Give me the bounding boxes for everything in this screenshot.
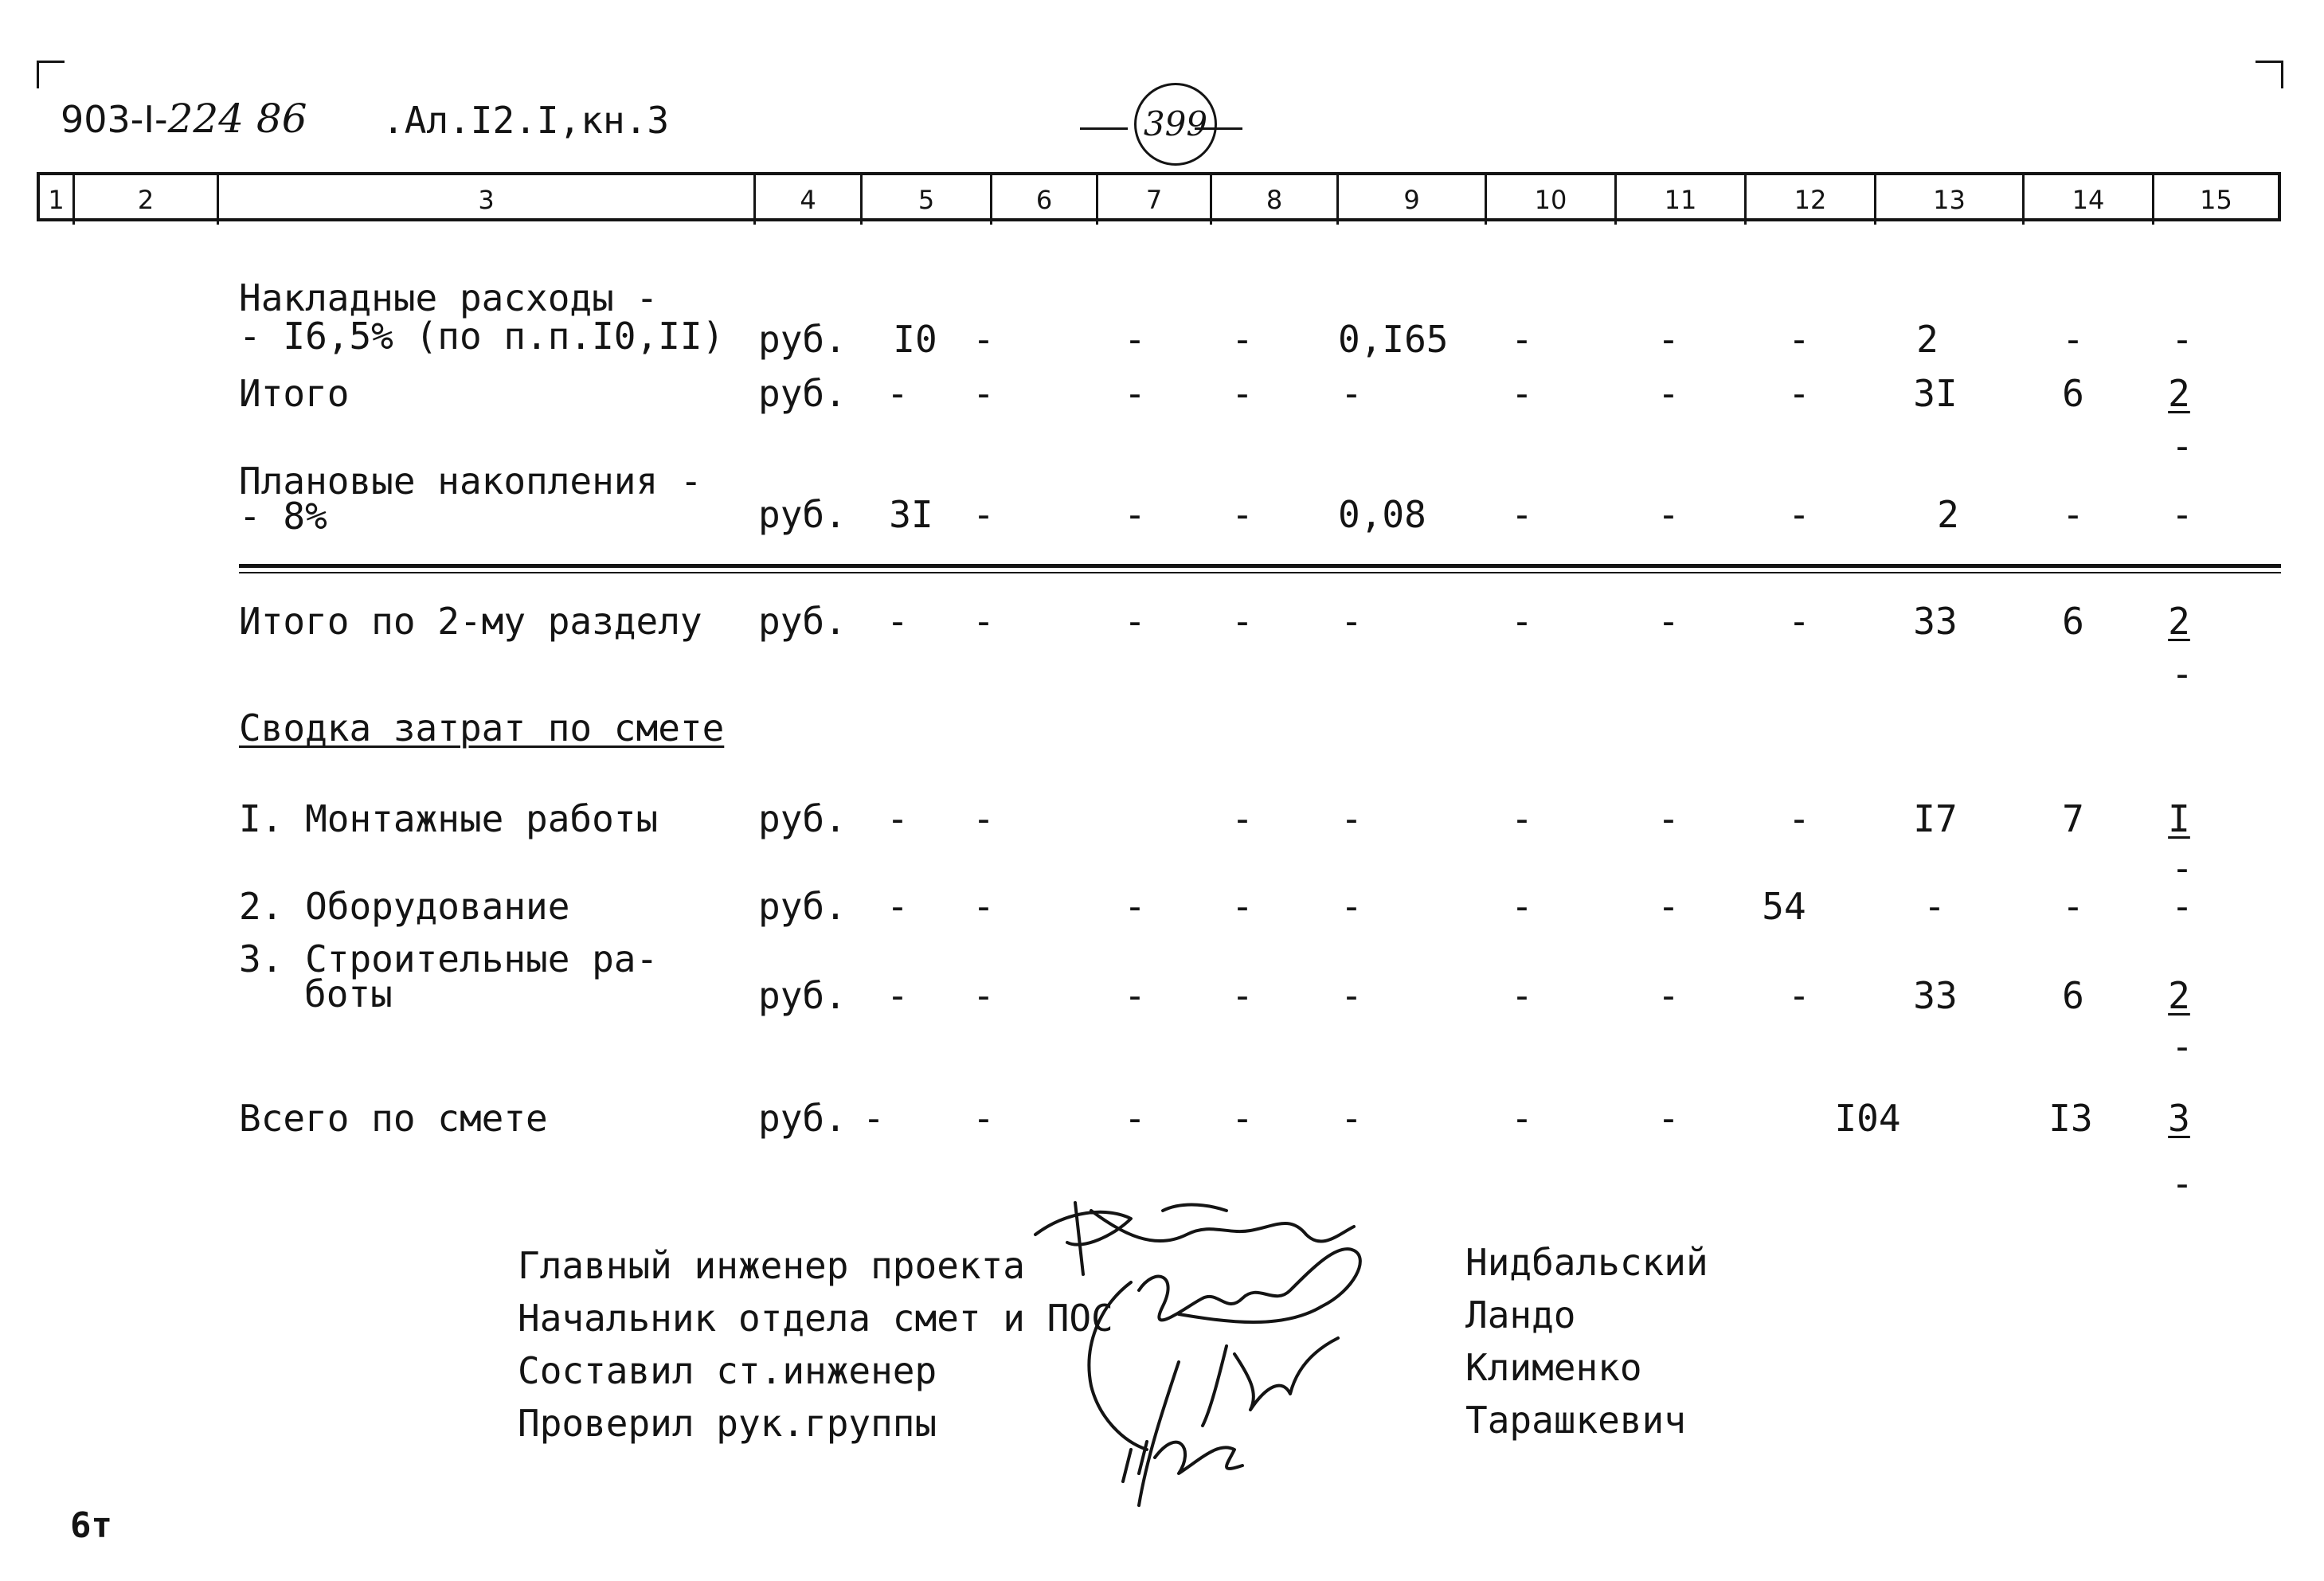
row-section-total-col5: - bbox=[886, 600, 909, 643]
row-section-total-col9: - bbox=[1340, 600, 1363, 643]
summary-install-col13: I7 bbox=[1913, 797, 1958, 840]
summary-install-col10: - bbox=[1511, 797, 1533, 840]
row-overhead-unit: руб. bbox=[758, 318, 847, 361]
handwritten-signatures bbox=[1019, 1187, 1465, 1521]
column-number-10: 10 bbox=[1534, 185, 1567, 215]
row-subtotal-label: Итого bbox=[239, 372, 350, 415]
row-overhead-col14: - bbox=[2062, 318, 2084, 361]
row-planned-col14: - bbox=[2062, 493, 2084, 536]
summary-construction-label-1: 3. Строительные ра- bbox=[239, 937, 659, 980]
summary-equipment-col7: - bbox=[1124, 885, 1146, 928]
column-header-strip bbox=[37, 172, 2281, 221]
summary-title: Сводка затрат по смете bbox=[239, 706, 725, 749]
summary-equipment-label: 2. Оборудование bbox=[239, 885, 570, 928]
row-planned-col10: - bbox=[1511, 493, 1533, 536]
row-overhead-col5: I0 bbox=[893, 318, 937, 361]
row-subtotal-col11: - bbox=[1657, 372, 1680, 415]
row-subtotal-col8: - bbox=[1231, 372, 1254, 415]
row-overhead-col9: 0,I65 bbox=[1338, 318, 1449, 361]
page-number: 399 bbox=[1134, 83, 1217, 166]
signature-role-3: Составил ст.инженер bbox=[518, 1349, 937, 1392]
document-code bbox=[61, 96, 307, 142]
row-section-total-col11: - bbox=[1657, 600, 1680, 643]
summary-equipment-col15: - bbox=[2171, 885, 2193, 928]
summary-grand-total-col9: - bbox=[1340, 1097, 1363, 1140]
row-section-total-col15: 2 bbox=[2168, 600, 2190, 643]
corner-mark-top-left bbox=[37, 61, 65, 88]
row-planned-col5: 3I bbox=[889, 493, 933, 536]
summary-equipment-col10: - bbox=[1511, 885, 1533, 928]
row-subtotal-col12: - bbox=[1788, 372, 1810, 415]
summary-grand-total-col10: - bbox=[1511, 1097, 1533, 1140]
row-planned-col8: - bbox=[1231, 493, 1254, 536]
column-number-15: 15 bbox=[2200, 185, 2232, 215]
column-number-14: 14 bbox=[2072, 185, 2105, 215]
row-section-total-col6: - bbox=[972, 600, 995, 643]
row-overhead-col10: - bbox=[1511, 318, 1533, 361]
column-number-2: 2 bbox=[137, 185, 155, 215]
column-number-11: 11 bbox=[1664, 185, 1697, 215]
summary-install-unit: руб. bbox=[758, 797, 847, 840]
summary-construction-col8: - bbox=[1231, 974, 1254, 1017]
footer-mark: 6т bbox=[70, 1505, 112, 1546]
row-section-total-col8: - bbox=[1231, 600, 1254, 643]
summary-equipment-col11: - bbox=[1657, 885, 1680, 928]
signature-role-2: Начальник отдела смет и ПОС bbox=[518, 1297, 1113, 1340]
summary-grand-total-col12-13: I04 bbox=[1834, 1097, 1901, 1140]
album-reference: .Ал.I2.I,кн.3 bbox=[382, 99, 670, 142]
summary-grand-total-col6: - bbox=[972, 1097, 995, 1140]
row-overhead-col7: - bbox=[1124, 318, 1146, 361]
row-planned-label-2: - 8% bbox=[239, 495, 327, 538]
row-section-total-col15-extra: - bbox=[2171, 652, 2193, 695]
row-subtotal-col9: - bbox=[1340, 372, 1363, 415]
column-number-1: 1 bbox=[48, 185, 65, 215]
summary-equipment-col9: - bbox=[1340, 885, 1363, 928]
signature-name-2: Ландо bbox=[1465, 1293, 1576, 1336]
summary-install-col15-extra: - bbox=[2171, 847, 2193, 890]
summary-install-col12: - bbox=[1788, 797, 1810, 840]
summary-grand-total-unit: руб. bbox=[758, 1097, 847, 1140]
summary-equipment-col8: - bbox=[1231, 885, 1254, 928]
page-number-dash-left bbox=[1080, 127, 1128, 130]
summary-equipment-col13: - bbox=[1923, 885, 1946, 928]
row-subtotal-col6: - bbox=[972, 372, 995, 415]
summary-grand-total-label: Всего по смете bbox=[239, 1097, 548, 1140]
row-planned-label-1: Плановые накопления - bbox=[239, 460, 702, 503]
signature-stroke-1 bbox=[1035, 1203, 1354, 1274]
summary-equipment-unit: руб. bbox=[758, 885, 847, 928]
summary-construction-col12: - bbox=[1788, 974, 1810, 1017]
row-planned-col7: - bbox=[1124, 493, 1146, 536]
column-number-3: 3 bbox=[478, 185, 495, 215]
section-rule-thick bbox=[239, 564, 2281, 568]
summary-construction-label-2: боты bbox=[304, 972, 393, 1016]
summary-construction-col11: - bbox=[1657, 974, 1680, 1017]
signature-stroke-2 bbox=[1139, 1249, 1360, 1322]
summary-equipment-col12: 54 bbox=[1762, 885, 1806, 928]
summary-install-col11: - bbox=[1657, 797, 1680, 840]
summary-equipment-col14: - bbox=[2062, 885, 2084, 928]
corner-mark-top-right bbox=[2256, 61, 2283, 88]
signature-role-4: Проверил рук.группы bbox=[518, 1402, 937, 1445]
row-subtotal-col7: - bbox=[1124, 372, 1146, 415]
signature-stroke-4 bbox=[1123, 1362, 1242, 1505]
summary-grand-total-col8: - bbox=[1231, 1097, 1254, 1140]
document-code-printed: 903-I- bbox=[61, 98, 168, 141]
signature-name-1: Нидбальский bbox=[1465, 1241, 1708, 1284]
summary-construction-col13: 33 bbox=[1913, 974, 1958, 1017]
row-planned-unit: руб. bbox=[758, 493, 847, 536]
column-number-7: 7 bbox=[1145, 185, 1163, 215]
signature-names bbox=[1465, 1236, 1708, 1446]
row-subtotal-col13: 3I bbox=[1913, 372, 1958, 415]
column-number-8: 8 bbox=[1266, 185, 1283, 215]
row-planned-col11: - bbox=[1657, 493, 1680, 536]
column-number-9: 9 bbox=[1403, 185, 1420, 215]
signature-stroke-2b bbox=[1089, 1282, 1147, 1450]
row-section-total-col13: 33 bbox=[1913, 600, 1958, 643]
summary-construction-unit: руб. bbox=[758, 974, 847, 1017]
document-code-handwritten: 224 86 bbox=[167, 96, 307, 142]
summary-grand-total-col14: I3 bbox=[2048, 1097, 2093, 1140]
summary-install-col5: - bbox=[886, 797, 909, 840]
row-overhead-label-2: - I6,5% (по п.п.I0,II) bbox=[239, 315, 725, 358]
row-subtotal-col15: 2 bbox=[2168, 372, 2190, 415]
signature-name-3: Клименко bbox=[1465, 1346, 1642, 1389]
column-number-13: 13 bbox=[1933, 185, 1966, 215]
summary-construction-col15: 2 bbox=[2168, 974, 2190, 1017]
signature-stroke-3 bbox=[1203, 1338, 1338, 1426]
summary-equipment-col5: - bbox=[886, 885, 909, 928]
row-section-total-col12: - bbox=[1788, 600, 1810, 643]
summary-equipment-col6: - bbox=[972, 885, 995, 928]
summary-construction-col14: 6 bbox=[2062, 974, 2084, 1017]
row-overhead-col6: - bbox=[972, 318, 995, 361]
column-number-5: 5 bbox=[917, 185, 935, 215]
summary-construction-col9: - bbox=[1340, 974, 1363, 1017]
row-overhead-col8: - bbox=[1231, 318, 1254, 361]
summary-install-col14: 7 bbox=[2062, 797, 2084, 840]
row-planned-col9: 0,08 bbox=[1338, 493, 1426, 536]
summary-grand-total-col11: - bbox=[1657, 1097, 1680, 1140]
column-number-12: 12 bbox=[1794, 185, 1827, 215]
summary-construction-col5: - bbox=[886, 974, 909, 1017]
row-subtotal-col5: - bbox=[886, 372, 909, 415]
row-section-total-unit: руб. bbox=[758, 600, 847, 643]
row-subtotal-col10: - bbox=[1511, 372, 1533, 415]
row-section-total-col14: 6 bbox=[2062, 600, 2084, 643]
row-overhead-label-1: Накладные расходы - bbox=[239, 276, 659, 319]
summary-install-col6: - bbox=[972, 797, 995, 840]
row-overhead-col11: - bbox=[1657, 318, 1680, 361]
summary-grand-total-col15-extra: - bbox=[2171, 1162, 2193, 1205]
row-subtotal-col15-extra: - bbox=[2171, 425, 2193, 468]
row-planned-col13: 2 bbox=[1937, 493, 1959, 536]
row-planned-col6: - bbox=[972, 493, 995, 536]
signature-name-4: Тарашкевич bbox=[1465, 1399, 1686, 1442]
summary-grand-total-col7: - bbox=[1124, 1097, 1146, 1140]
summary-construction-col15-extra: - bbox=[2171, 1025, 2193, 1068]
row-overhead-col12: - bbox=[1788, 318, 1810, 361]
row-subtotal-col14: 6 bbox=[2062, 372, 2084, 415]
summary-construction-col6: - bbox=[972, 974, 995, 1017]
summary-install-label: I. Монтажные работы bbox=[239, 797, 659, 840]
summary-install-col8: - bbox=[1231, 797, 1254, 840]
row-overhead-col13: 2 bbox=[1916, 318, 1939, 361]
row-section-total-col10: - bbox=[1511, 600, 1533, 643]
signature-role-1: Главный инженер проекта bbox=[518, 1244, 1025, 1287]
row-overhead-col15: - bbox=[2171, 318, 2193, 361]
summary-construction-col7: - bbox=[1124, 974, 1146, 1017]
row-planned-col15: - bbox=[2171, 493, 2193, 536]
section-rule-thin bbox=[239, 572, 2281, 573]
summary-install-col9: - bbox=[1340, 797, 1363, 840]
row-planned-col12: - bbox=[1788, 493, 1810, 536]
summary-grand-total-col5: - bbox=[863, 1097, 885, 1140]
row-section-total-label: Итого по 2-му разделу bbox=[239, 600, 702, 643]
summary-construction-col10: - bbox=[1511, 974, 1533, 1017]
summary-grand-total-col15: 3 bbox=[2168, 1097, 2190, 1140]
column-number-4: 4 bbox=[800, 185, 816, 215]
row-section-total-col7: - bbox=[1124, 600, 1146, 643]
column-number-6: 6 bbox=[1035, 185, 1053, 215]
row-subtotal-unit: руб. bbox=[758, 372, 847, 415]
summary-install-col15: I bbox=[2168, 797, 2190, 840]
